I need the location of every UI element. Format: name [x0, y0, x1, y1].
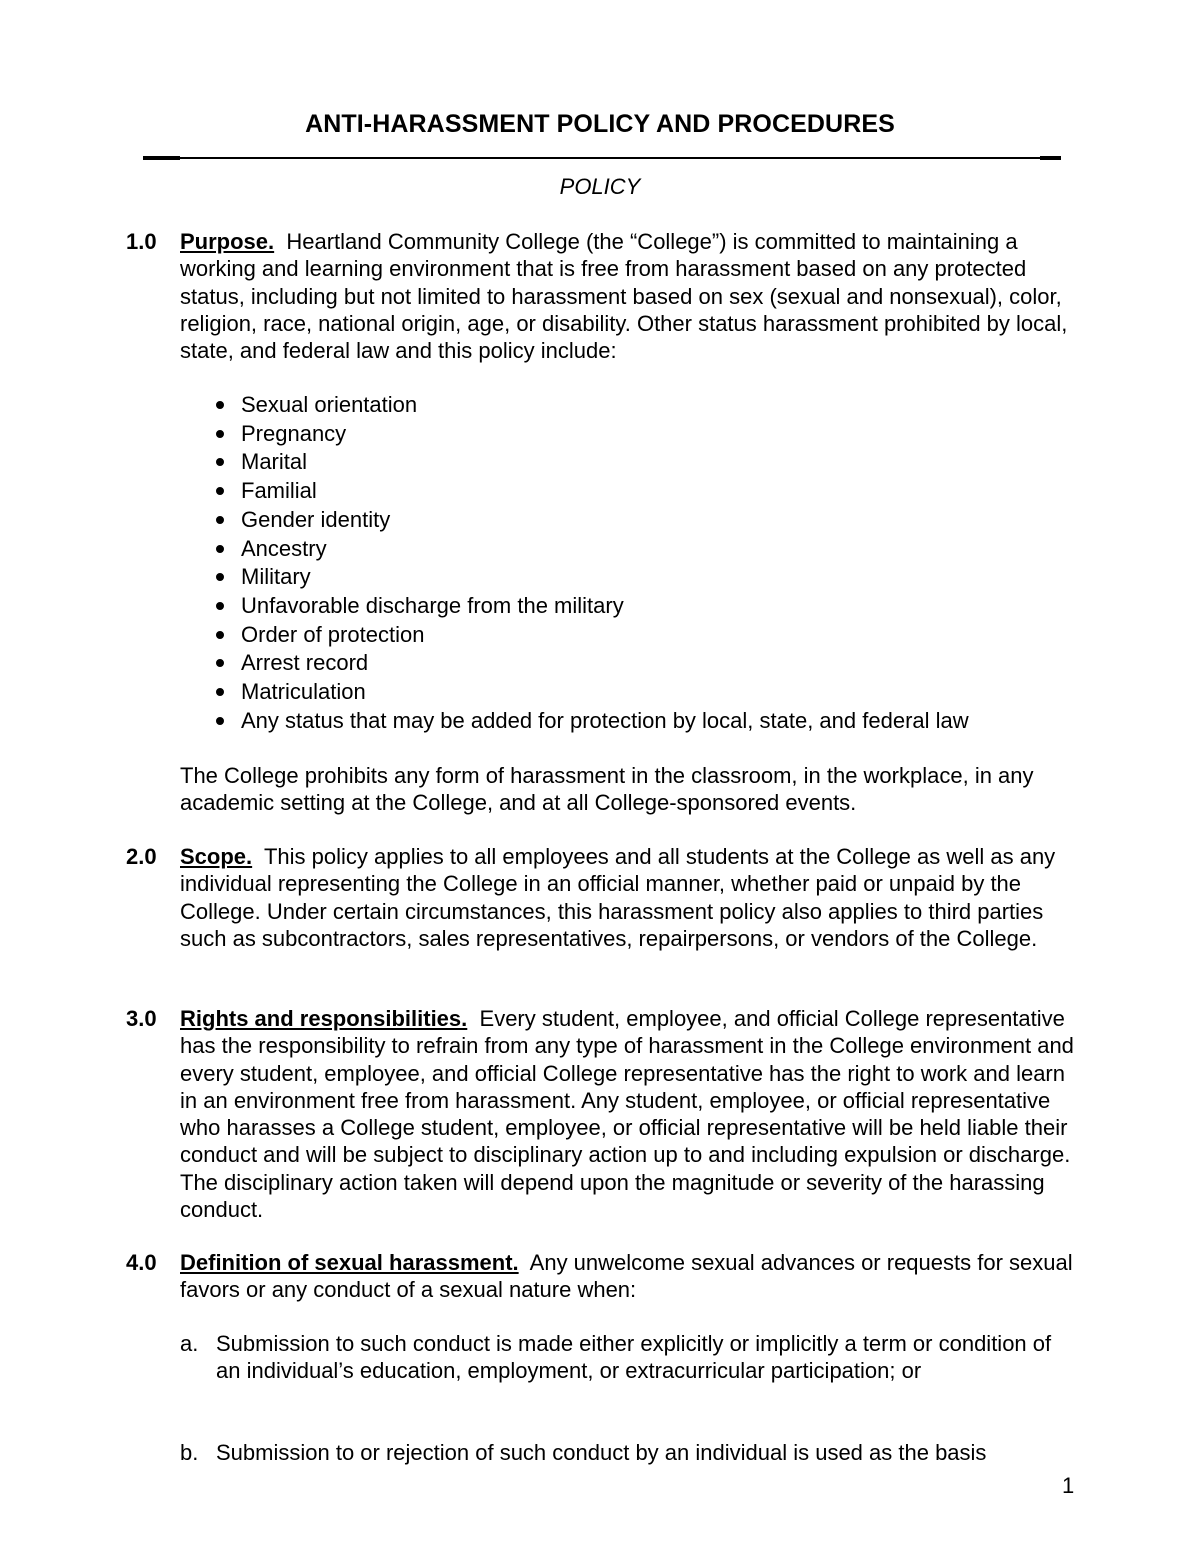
policy-heading: POLICY [559, 174, 641, 199]
bullet-icon [216, 631, 224, 639]
sub-item-a [180, 1330, 1080, 1385]
list-item: Familial [214, 477, 969, 506]
list-item: Arrest record [214, 649, 969, 678]
bullet-icon [216, 602, 224, 610]
section-text: Heartland Community College (the “College”) is committed to maintaining a working and learning environment that is free from harassment based on any protected status, including but not limited to harassment based on sex (sexual and nonsexual), color, religion, race, national origin, age, or disability. Other status harassment prohibited by local, state, and federal law and this policy include: [180, 229, 1068, 364]
section-title: Scope. [180, 844, 253, 869]
section-body [180, 1005, 1080, 1223]
section-number: 2.0 [126, 844, 157, 869]
bullet-icon [216, 458, 224, 466]
bullet-icon [216, 688, 224, 696]
page-number: 1 [1062, 1473, 1075, 1498]
list-item: Marital [214, 448, 969, 477]
list-item: Matriculation [214, 678, 969, 707]
section-number: 4.0 [126, 1250, 157, 1275]
section-body [180, 228, 1080, 364]
sub-item-letter: b. [180, 1440, 199, 1465]
section-definition-sexual-harassment [126, 1249, 1086, 1304]
bullet-icon [216, 659, 224, 667]
sub-item-text: Submission to such conduct is made either explicitly or implicitly a term or condition of an individual’s education, employment, or extracurricular participation; or [216, 1331, 1052, 1384]
list-item: Sexual orientation [214, 391, 969, 420]
section-text: Any unwelcome sexual advances or requests for sexual favors or any conduct of a sexual nature when: [180, 1250, 1073, 1303]
bullet-icon [216, 516, 224, 524]
bullet-icon [216, 717, 224, 725]
bullet-icon [216, 487, 224, 495]
section-purpose [126, 228, 1086, 364]
list-item: Military [214, 563, 969, 592]
list-item: Order of protection [214, 621, 969, 650]
section-title: Rights and responsibilities. [180, 1006, 468, 1031]
section-text: Every student, employee, and official College representative has the responsibility to refrain from any type of harassment in the College environment and every student, employee, and official College representative has the right to work and learn in an environment free from harassment. Any student, employee, or official representative who harasses a College student, employee, or official representative will be held liable their conduct and will be subject to disciplinary action up to and including expulsion or discharge. The disciplinary action taken will depend upon the magnitude or severity of the harassing conduct. [180, 1006, 1074, 1223]
list-item: Gender identity [214, 506, 969, 535]
sub-item-letter: a. [180, 1331, 199, 1356]
sub-item-text: Submission to or rejection of such conduct by an individual is used as the basis [216, 1440, 987, 1465]
section-scope [126, 843, 1086, 952]
title-divider-left-tab [143, 156, 180, 160]
section-body [180, 1249, 1080, 1304]
list-item: Unfavorable discharge from the military [214, 592, 969, 621]
section-text: This policy applies to all employees and all students at the College as well as any individual representing the College in an official manner, whether paid or unpaid by the College. Under certain circumstances, this harassment policy also applies to third parties such as subcontractors, sales representatives, repairpersons, or vendors of the College. [180, 844, 1056, 951]
list-item: Ancestry [214, 535, 969, 564]
title-divider-right-tab [1040, 156, 1061, 160]
section-title: Purpose. [180, 229, 275, 254]
document-title: ANTI-HARASSMENT POLICY AND PROCEDURES [305, 110, 895, 138]
bullet-icon [216, 545, 224, 553]
title-divider [143, 157, 1061, 159]
section-title: Definition of sexual harassment. [180, 1250, 519, 1275]
purpose-closing-paragraph: The College prohibits any form of harassment in the classroom, in the workplace, in any academic setting at the College, and at all College-sponsored events. [180, 763, 1034, 816]
bullet-icon [216, 401, 224, 409]
section-number: 1.0 [126, 229, 157, 254]
section-number: 3.0 [126, 1006, 157, 1031]
section-rights-responsibilities [126, 1005, 1086, 1223]
bullet-icon [216, 430, 224, 438]
list-item: Any status that may be added for protection by local, state, and federal law [214, 707, 969, 736]
bullet-icon [216, 573, 224, 581]
protected-status-list [214, 391, 969, 735]
sub-item-b [180, 1439, 1080, 1466]
section-body [180, 843, 1080, 952]
list-item: Pregnancy [214, 420, 969, 449]
